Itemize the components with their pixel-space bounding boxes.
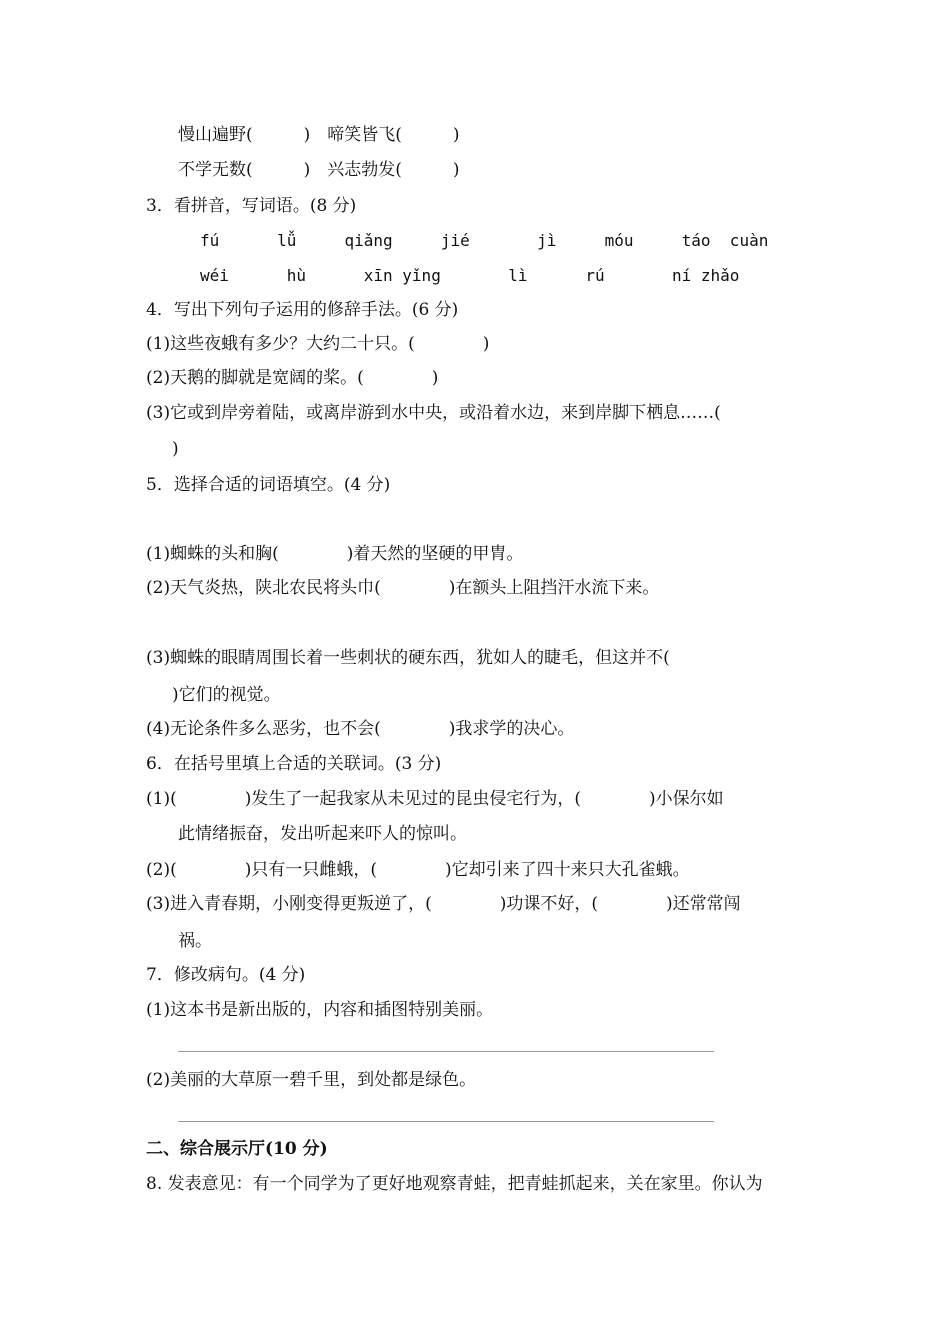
question-6-item-3: (3)进入青春期，小刚变得更叛逆了，( )功课不好，( )还常常闯 <box>146 894 741 914</box>
question-4-item-3-cont: ) <box>172 439 179 459</box>
question-5-item-4: (4)无论条件多么恶劣，也不会( )我求学的决心。 <box>146 719 575 739</box>
question-3-title: 3．看拼音，写词语。(8 分) <box>146 196 357 216</box>
question-6-title: 6．在括号里填上合适的关联词。(3 分) <box>146 754 442 774</box>
question-8-text: 8. 发表意见：有一个同学为了更好地观察青蛙，把青蛙抓起来，关在家里。你认为 <box>146 1174 763 1194</box>
question-6-item-1-cont: 此情绪振奋，发出听起来吓人的惊叫。 <box>178 824 467 844</box>
question-4-item-2: (2)天鹅的脚就是宽阔的桨。( ) <box>146 368 439 388</box>
question-5-item-3: (3)蜘蛛的眼睛周围长着一些刺状的硬东西，犹如人的睫毛，但这并不( <box>146 648 670 668</box>
question-4-title: 4．写出下列句子运用的修辞手法。(6 分) <box>146 300 459 320</box>
question-7-item-2: (2)美丽的大草原一碧千里，到处都是绿色。 <box>146 1070 477 1090</box>
question-5-item-3-cont: )它们的视觉。 <box>172 685 281 705</box>
pinyin-row-2: wéi hù xīn yǐng lì rú ní zhǎo <box>200 266 740 285</box>
pinyin-row-1: fú lǚ qiǎng jié jì móu táo cuàn <box>200 231 769 250</box>
idiom-correction-line-2: 不学无数( ) 兴志勃发( ) <box>178 160 460 180</box>
question-6-item-3-cont: 祸。 <box>178 931 212 951</box>
section-2-heading: 二、综合展示厅(10 分) <box>146 1139 328 1159</box>
answer-line-1[interactable] <box>178 1051 714 1052</box>
question-5-item-1: (1)蜘蛛的头和胸( )着天然的坚硬的甲胄。 <box>146 544 524 564</box>
question-7-item-1: (1)这本书是新出版的，内容和插图特别美丽。 <box>146 1000 494 1020</box>
question-4-item-3: (3)它或到岸旁着陆，或离岸游到水中央，或沿着水边，来到岸脚下栖息……( <box>146 403 721 423</box>
question-6-item-2: (2)( )只有一只雌蛾，( )它却引来了四十来只大孔雀蛾。 <box>146 860 690 880</box>
question-5-item-2: (2)天气炎热，陕北农民将头巾( )在额头上阻挡汗水流下来。 <box>146 578 660 598</box>
question-4-item-1: (1)这些夜蛾有多少？大约二十只。( ) <box>146 334 490 354</box>
idiom-correction-line-1: 慢山遍野( ) 啼笑皆飞( ) <box>178 125 460 145</box>
question-5-title: 5．选择合适的词语填空。(4 分) <box>146 475 391 495</box>
question-6-item-1: (1)( )发生了一起我家从未见过的昆虫侵宅行为，( )小保尔如 <box>146 789 724 809</box>
question-7-title: 7．修改病句。(4 分) <box>146 965 306 985</box>
answer-line-2[interactable] <box>178 1121 714 1122</box>
